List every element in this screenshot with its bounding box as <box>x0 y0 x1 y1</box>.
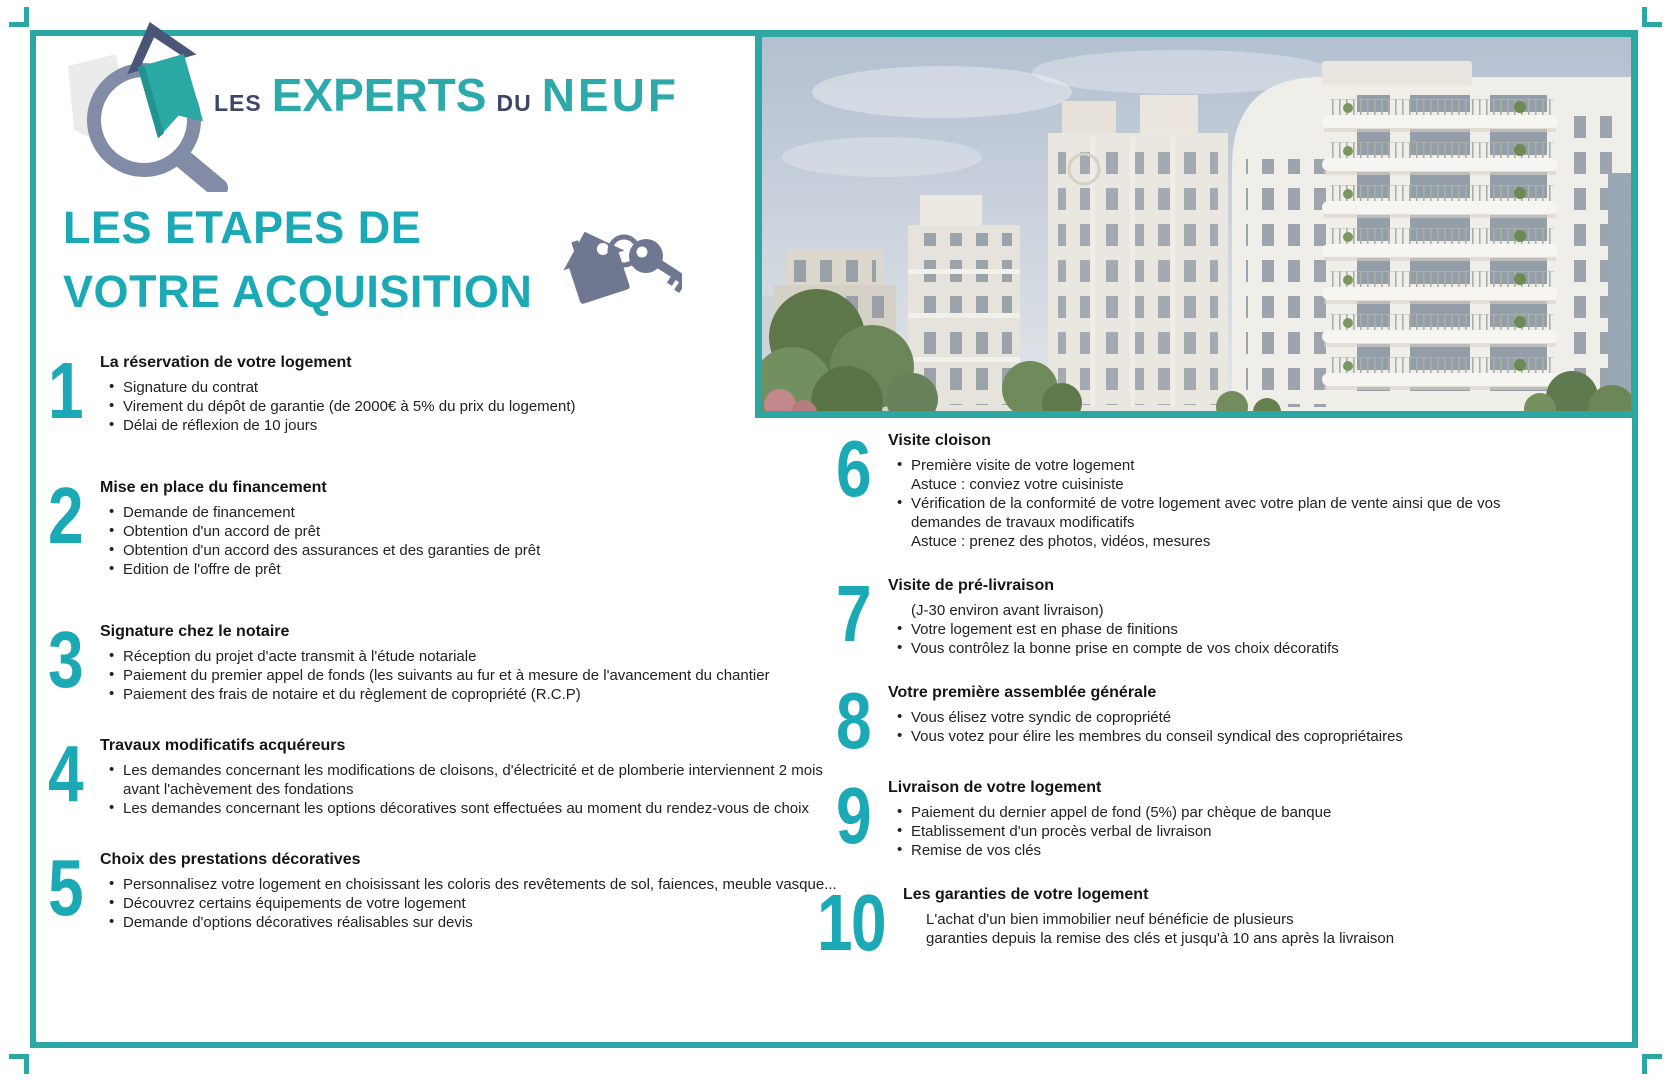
step-title: Votre première assemblée générale <box>888 684 1157 701</box>
corner-mark-bottom-right <box>1642 1054 1662 1074</box>
corner-mark-top-right <box>1642 7 1662 27</box>
step-number: 10 <box>816 878 885 967</box>
step-note: L'achat d'un bien immobilier neuf bénéficie de plusieurs <box>925 911 1294 928</box>
step-number: 7 <box>836 569 870 658</box>
page-title <box>63 196 532 324</box>
step-bullet: • Les demandes concernant les options décoratives sont effectuées au moment du rendez-vous de choix <box>100 799 860 818</box>
brand-les: LES <box>214 90 262 116</box>
step-title: Signature chez le notaire <box>100 623 290 640</box>
page-title-line2: VOTRE ACQUISITION <box>63 266 533 317</box>
step-3 <box>48 615 860 704</box>
step-bullet: • Remise de vos clés <box>888 841 1552 860</box>
new-building-rendering <box>755 30 1638 418</box>
brand-wordmark <box>214 68 679 122</box>
step-bullet: • Découvrez certains équipements de votre logement <box>100 894 860 913</box>
step-title: Visite cloison <box>888 432 991 449</box>
step-1 <box>48 346 860 435</box>
step-bullet: • Votre logement est en phase de finitions <box>888 620 1552 639</box>
step-number: 1 <box>48 346 82 435</box>
step-number: 8 <box>836 676 870 765</box>
corner-mark-top-left <box>9 7 29 27</box>
logo <box>46 2 706 192</box>
step-number: 5 <box>48 843 82 932</box>
step-bullet: • Edition de l'offre de prêt <box>100 560 860 579</box>
step-bullet: • Demande de financement <box>100 503 860 522</box>
step-9 <box>800 771 1552 860</box>
step-title: Travaux modificatifs acquéreurs <box>100 737 346 754</box>
step-number: 2 <box>48 471 82 560</box>
step-bullet: • Les demandes concernant les modifications de cloisons, d'électricité et de plomberie interviennent 2 mois avant l'achèvement des fondations <box>100 761 860 799</box>
step-bullet: • Vous contrôlez la bonne prise en compte de vos choix décoratifs <box>888 639 1552 658</box>
step-10 <box>800 878 1552 967</box>
step-bullet: • Paiement des frais de notaire et du règlement de copropriété (R.C.P) <box>100 685 860 704</box>
step-bullet: • Paiement du dernier appel de fond (5%) par chèque de banque <box>888 803 1552 822</box>
step-bullet: • Vous votez pour élire les membres du conseil syndical des copropriétaires <box>888 727 1552 746</box>
step-4 <box>48 729 860 818</box>
step-number: 4 <box>48 729 82 818</box>
step-bullet: • Réception du projet d'acte transmit à l'étude notariale <box>100 647 860 666</box>
steps-column-right <box>800 424 1552 979</box>
step-number: 3 <box>48 615 82 704</box>
steps-column-left <box>48 346 860 963</box>
step-bullet: • Délai de réflexion de 10 jours <box>100 416 860 435</box>
step-6 <box>800 424 1552 551</box>
brand-du: DU <box>496 90 532 116</box>
step-bullet: • Signature du contrat <box>100 378 860 397</box>
step-note: Astuce : prenez des photos, vidéos, mesures <box>911 533 1211 550</box>
step-title: Mise en place du financement <box>100 479 327 496</box>
step-bullet: • Première visite de votre logement <box>888 456 1552 475</box>
step-title: Choix des prestations décoratives <box>100 851 361 868</box>
step-title: La réservation de votre logement <box>100 354 352 371</box>
step-bullet: • Demande d'options décoratives réalisables sur devis <box>100 913 860 932</box>
step-7 <box>800 569 1552 658</box>
step-bullet: • Virement du dépôt de garantie (de 2000€ à 5% du prix du logement) <box>100 397 860 416</box>
step-bullet: • Paiement du premier appel de fonds (les suivants au fur et à mesure de l'avancement du chantier <box>100 666 860 685</box>
brand-experts: EXPERTS <box>271 69 487 121</box>
step-5 <box>48 843 860 932</box>
step-bullet: • Etablissement d'un procès verbal de livraison <box>888 822 1552 841</box>
step-bullet: • Obtention d'un accord des assurances et des garanties de prêt <box>100 541 860 560</box>
step-bullet: • Vérification de la conformité de votre logement avec votre plan de vente ainsi que de vos demandes de travaux modificatifs <box>888 494 1552 532</box>
step-note: (J-30 environ avant livraison) <box>911 602 1104 619</box>
step-note: garanties depuis la remise des clés et jusqu'à 10 ans après la livraison <box>925 930 1395 947</box>
step-note: Astuce : conviez votre cuisiniste <box>911 476 1124 493</box>
step-bullet: • Vous élisez votre syndic de copropriété <box>888 708 1552 727</box>
corner-mark-bottom-left <box>9 1054 29 1074</box>
step-number: 9 <box>836 771 870 860</box>
step-title: Livraison de votre logement <box>888 779 1102 796</box>
step-2 <box>48 471 860 579</box>
step-8 <box>800 676 1552 765</box>
step-bullet: • Obtention d'un accord de prêt <box>100 522 860 541</box>
step-title: Visite de pré-livraison <box>888 577 1054 594</box>
house-keys-icon <box>552 218 682 318</box>
step-number: 6 <box>836 424 870 513</box>
step-title: Les garanties de votre logement <box>902 886 1149 903</box>
step-bullet: • Personnalisez votre logement en choisissant les coloris des revêtements de sol, faiences, meuble vasque... <box>100 875 860 894</box>
brand-neuf: NEUF <box>541 69 679 121</box>
page-title-line1: LES ETAPES DE <box>63 202 422 253</box>
